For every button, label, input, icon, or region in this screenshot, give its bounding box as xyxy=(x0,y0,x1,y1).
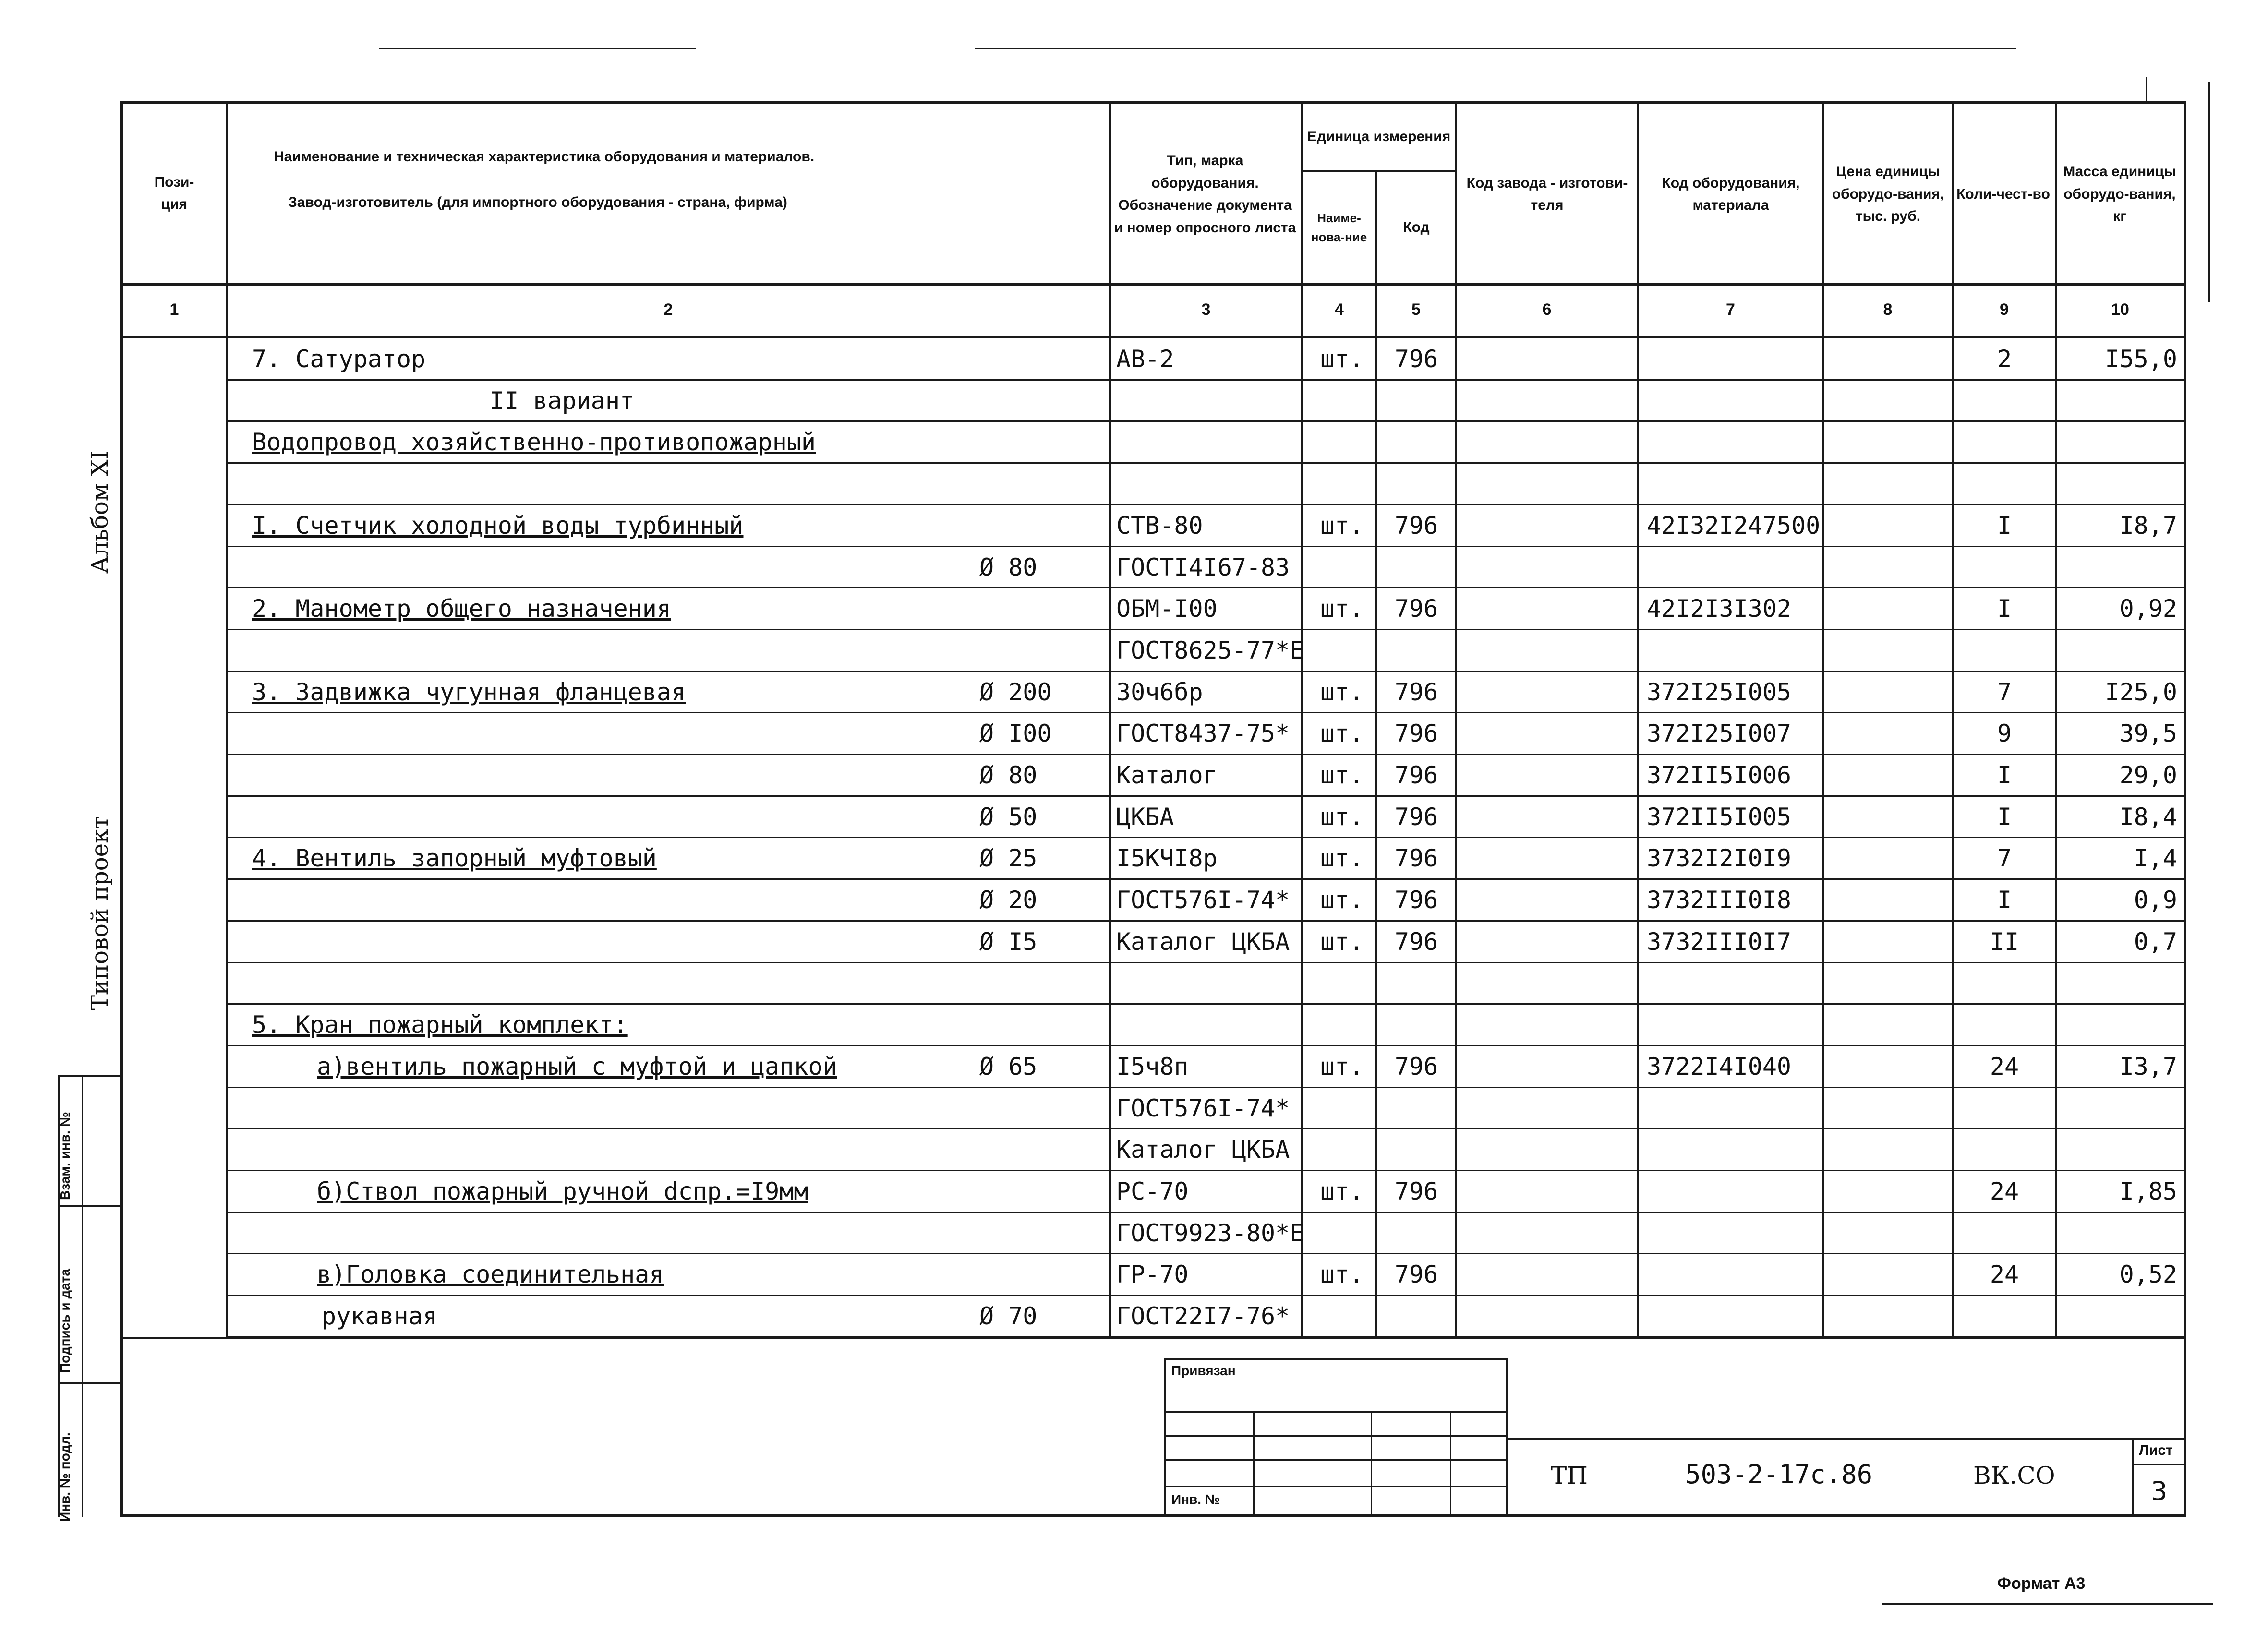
row-material-code xyxy=(1647,1254,1829,1295)
row-mass: I,4 xyxy=(2134,844,2177,873)
row-material-code xyxy=(1647,463,1829,504)
row-unit-code xyxy=(1380,421,1452,463)
row-quantity xyxy=(1949,1296,2060,1337)
table-row xyxy=(0,921,2268,962)
row-type: ГОСТ9923-80*Е xyxy=(1116,1219,1304,1247)
row-unit: шт. xyxy=(1320,1052,1364,1080)
row-unit-code: 796 xyxy=(1394,345,1438,373)
row-diameter: Ø 25 xyxy=(979,844,1037,873)
row-type: ГОСТ8625-77*Е xyxy=(1116,636,1304,664)
row-type xyxy=(1116,963,1299,1004)
row-unit-code xyxy=(1380,1129,1452,1170)
header-name-line2: Завод-изготовитель (для импортного оборудования - страна, фирма) xyxy=(288,194,787,210)
row-type: Каталог ЦКБА xyxy=(1116,927,1290,956)
row-material-code xyxy=(1647,1171,1829,1212)
column-number: 4 xyxy=(1335,300,1344,319)
table-row xyxy=(0,630,2268,671)
row-type: ГР-70 xyxy=(1116,1260,1189,1289)
row-name: рукавная xyxy=(322,1302,437,1331)
sheet-code: ВК.СО xyxy=(1973,1462,2055,1489)
table-row xyxy=(0,796,2268,838)
row-quantity: 24 xyxy=(1990,1052,2019,1080)
row-type: АВ-2 xyxy=(1116,345,1174,373)
table-row xyxy=(0,505,2268,546)
row-material-code xyxy=(1647,338,1829,380)
row-unit-code: 796 xyxy=(1394,927,1438,956)
row-material-code: 372I25I007 xyxy=(1647,720,1792,748)
row-quantity xyxy=(1949,1129,2060,1170)
row-material-code: 3722I4I040 xyxy=(1647,1052,1792,1080)
inv-original-label: Инв. № подл. xyxy=(58,1432,72,1522)
header-name-line1: Наименование и техническая характеристика оборудования и материалов. xyxy=(274,149,815,165)
row-unit-code: 796 xyxy=(1394,803,1438,831)
row-quantity: I xyxy=(1997,803,2012,831)
row-material-code xyxy=(1647,1088,1829,1129)
header-material-code: Код оборудования, материала xyxy=(1662,175,1800,213)
row-mass: 29,0 xyxy=(2119,761,2177,789)
row-quantity xyxy=(1949,963,2060,1004)
row-unit-code: 796 xyxy=(1394,761,1438,789)
sheet-number: 3 xyxy=(2151,1476,2168,1506)
row-mass: 0,7 xyxy=(2134,927,2177,956)
row-type: ОБМ-I00 xyxy=(1116,595,1218,623)
row-quantity xyxy=(1949,1212,2060,1254)
header-quantity: Коли-чест-во xyxy=(1956,186,2050,202)
row-quantity: I xyxy=(1997,761,2012,789)
row-quantity: I xyxy=(1997,595,2012,623)
row-type: ГОСТ8437-75* xyxy=(1116,720,1290,748)
row-material-code: 372II5I005 xyxy=(1647,803,1792,831)
row-quantity: 2 xyxy=(1997,345,2012,373)
row-type: ЦКБА xyxy=(1116,803,1174,831)
row-type xyxy=(1116,1004,1299,1045)
header-position: Пози- ция xyxy=(154,174,194,212)
row-unit-code: 796 xyxy=(1394,595,1438,623)
row-name: 2. Манометр общего назначения xyxy=(252,595,671,623)
table-row xyxy=(0,672,2268,713)
table-row xyxy=(0,713,2268,754)
header-price: Цена единицы оборудо-вания, тыс. руб. xyxy=(1832,164,1944,225)
row-quantity xyxy=(1949,380,2060,421)
row-unit-code: 796 xyxy=(1394,1177,1438,1205)
row-name: 3. Задвижка чугунная фланцевая xyxy=(252,678,686,706)
header-mass: Масса единицы оборудо-вания, кг xyxy=(2063,164,2176,225)
row-unit: шт. xyxy=(1320,844,1364,873)
column-number: 5 xyxy=(1411,300,1421,319)
column-number: 3 xyxy=(1201,300,1211,319)
row-material-code xyxy=(1647,1212,1829,1254)
row-unit: шт. xyxy=(1320,678,1364,706)
row-diameter: Ø 70 xyxy=(979,1302,1037,1331)
row-type xyxy=(1116,380,1299,421)
column-number: 6 xyxy=(1542,300,1552,319)
row-name: 5. Кран пожарный комплект: xyxy=(252,1011,628,1039)
row-diameter: Ø 200 xyxy=(979,678,1052,706)
row-type: ГОСТ576I-74* xyxy=(1116,1094,1290,1122)
row-unit-code xyxy=(1380,463,1452,504)
row-mass xyxy=(2060,1296,2177,1337)
row-quantity: 7 xyxy=(1997,678,2012,706)
row-mass: I8,7 xyxy=(2119,511,2177,540)
row-material-code: 3732III0I7 xyxy=(1647,927,1792,956)
row-name: а)вентиль пожарный с муфтой и цапкой xyxy=(317,1052,837,1080)
row-material-code xyxy=(1647,963,1829,1004)
header-unit-group: Единица измерения xyxy=(1307,128,1451,144)
table-row xyxy=(0,1171,2268,1212)
row-unit: шт. xyxy=(1320,1177,1364,1205)
row-quantity: I xyxy=(1997,886,2012,914)
row-mass: I25,0 xyxy=(2105,678,2177,706)
row-unit-code xyxy=(1380,380,1452,421)
row-type: Каталог ЦКБА xyxy=(1116,1136,1290,1164)
row-type: I5ч8п xyxy=(1116,1052,1189,1080)
row-mass xyxy=(2060,1212,2177,1254)
row-diameter: Ø I5 xyxy=(979,927,1037,956)
row-diameter: Ø 80 xyxy=(979,553,1037,581)
row-mass: I3,7 xyxy=(2119,1052,2177,1080)
column-number: 9 xyxy=(2000,300,2009,319)
table-row xyxy=(0,755,2268,796)
row-name: Водопровод хозяйственно-противопожарный xyxy=(252,428,816,456)
row-type xyxy=(1116,421,1299,463)
row-unit xyxy=(1308,463,1375,504)
row-mass xyxy=(2060,463,2177,504)
project-label: Типовой проект xyxy=(86,816,113,1010)
row-material-code xyxy=(1647,1004,1829,1045)
row-unit xyxy=(1308,1212,1375,1254)
table-row xyxy=(0,1088,2268,1129)
row-unit-code xyxy=(1380,963,1452,1004)
row-mass xyxy=(2060,1004,2177,1045)
row-mass: I8,4 xyxy=(2119,803,2177,831)
row-unit-code xyxy=(1380,1088,1452,1129)
row-type: I5КЧI8р xyxy=(1116,844,1218,873)
row-unit: шт. xyxy=(1320,345,1364,373)
row-type: ГОСТ22I7-76* xyxy=(1116,1302,1290,1331)
row-unit: шт. xyxy=(1320,1260,1364,1289)
row-quantity: 9 xyxy=(1997,720,2012,748)
row-type: РС-70 xyxy=(1116,1177,1189,1205)
row-mass: 0,9 xyxy=(2134,886,2177,914)
row-type: 30ч6бр xyxy=(1116,678,1203,706)
table-row xyxy=(0,380,2268,421)
row-quantity xyxy=(1949,1004,2060,1045)
table-row xyxy=(0,588,2268,629)
row-diameter: Ø I00 xyxy=(979,720,1052,748)
row-unit-code xyxy=(1380,1296,1452,1337)
table-row xyxy=(0,1004,2268,1045)
row-unit: шт. xyxy=(1320,720,1364,748)
row-mass xyxy=(2060,1088,2177,1129)
table-row xyxy=(0,838,2268,879)
table-row xyxy=(0,338,2268,380)
row-type: ГОСТI4I67-83 xyxy=(1116,553,1290,581)
row-unit xyxy=(1308,1129,1375,1170)
sheet-label: Лист xyxy=(2139,1442,2173,1458)
row-diameter: Ø 50 xyxy=(979,803,1037,831)
table-row xyxy=(0,547,2268,588)
row-name: 7. Сатуратор xyxy=(252,345,426,373)
row-name: II вариант xyxy=(490,386,635,415)
inv-change-label: Взам. инв. № xyxy=(58,1112,72,1200)
row-material-code xyxy=(1647,630,1829,671)
row-unit-code: 796 xyxy=(1394,1052,1438,1080)
row-unit xyxy=(1308,380,1375,421)
row-material-code: 3732III0I8 xyxy=(1647,886,1792,914)
row-unit xyxy=(1308,421,1375,463)
row-unit: шт. xyxy=(1320,511,1364,540)
row-material-code: 42I32I247500 xyxy=(1647,511,1821,540)
tp-label: ТП xyxy=(1551,1462,1588,1489)
album-label: Альбом XI xyxy=(86,450,113,574)
row-type xyxy=(1116,463,1299,504)
row-mass xyxy=(2060,380,2177,421)
row-unit: шт. xyxy=(1320,927,1364,956)
row-unit xyxy=(1308,547,1375,588)
row-unit: шт. xyxy=(1320,761,1364,789)
table-row xyxy=(0,1046,2268,1087)
row-diameter: Ø 20 xyxy=(979,886,1037,914)
row-unit-code: 796 xyxy=(1394,720,1438,748)
column-number: 7 xyxy=(1726,300,1735,319)
header-plant-code: Код завода - изготови-теля xyxy=(1466,175,1628,213)
inv-no-label: Инв. № xyxy=(1171,1492,1220,1507)
row-unit-code: 796 xyxy=(1394,678,1438,706)
row-material-code: 372I25I005 xyxy=(1647,678,1792,706)
table-row xyxy=(0,421,2268,463)
row-material-code xyxy=(1647,421,1829,463)
row-name: в)Головка соединительная xyxy=(317,1260,664,1289)
table-row xyxy=(0,1129,2268,1170)
row-mass: 0,52 xyxy=(2119,1260,2177,1289)
row-unit-code xyxy=(1380,1212,1452,1254)
row-material-code xyxy=(1647,1296,1829,1337)
row-quantity: I xyxy=(1997,511,2012,540)
table-row xyxy=(0,463,2268,504)
row-material-code xyxy=(1647,1129,1829,1170)
column-number: 8 xyxy=(1883,300,1893,319)
column-number: 2 xyxy=(664,300,673,319)
row-quantity: 24 xyxy=(1990,1177,2019,1205)
column-number: 1 xyxy=(169,300,179,319)
row-quantity xyxy=(1949,547,2060,588)
row-unit: шт. xyxy=(1320,886,1364,914)
row-mass xyxy=(2060,963,2177,1004)
row-quantity xyxy=(1949,630,2060,671)
row-unit xyxy=(1308,963,1375,1004)
row-unit-code: 796 xyxy=(1394,1260,1438,1289)
row-quantity xyxy=(1949,1088,2060,1129)
table-row xyxy=(0,1212,2268,1254)
row-material-code xyxy=(1647,380,1829,421)
row-unit-code xyxy=(1380,547,1452,588)
row-mass: I,85 xyxy=(2119,1177,2177,1205)
row-unit-code: 796 xyxy=(1394,844,1438,873)
document-code: 503-2-17с.86 xyxy=(1685,1459,1873,1489)
row-diameter: Ø 80 xyxy=(979,761,1037,789)
row-unit: шт. xyxy=(1320,595,1364,623)
row-name: 4. Вентиль запорный муфтовый xyxy=(252,844,657,873)
row-type: СТВ-80 xyxy=(1116,511,1203,540)
format-label: Формат А3 xyxy=(1997,1574,2086,1593)
row-quantity: II xyxy=(1990,927,2019,956)
row-quantity: 7 xyxy=(1997,844,2012,873)
row-type: ГОСТ576I-74* xyxy=(1116,886,1290,914)
row-mass: 0,92 xyxy=(2119,595,2177,623)
table-row xyxy=(0,1254,2268,1295)
column-number: 10 xyxy=(2111,300,2129,319)
table-row xyxy=(0,879,2268,921)
row-quantity xyxy=(1949,421,2060,463)
row-mass: I55,0 xyxy=(2105,345,2177,373)
row-unit xyxy=(1308,630,1375,671)
row-quantity: 24 xyxy=(1990,1260,2019,1289)
row-mass: 39,5 xyxy=(2119,720,2177,748)
row-material-code: 3732I2I0I9 xyxy=(1647,844,1792,873)
table-row xyxy=(0,963,2268,1004)
row-unit-code: 796 xyxy=(1394,511,1438,540)
table-row xyxy=(0,1296,2268,1337)
row-unit-code xyxy=(1380,1004,1452,1045)
row-material-code xyxy=(1647,547,1829,588)
row-unit-code: 796 xyxy=(1394,886,1438,914)
tied-label: Привязан xyxy=(1171,1363,1236,1378)
row-unit: шт. xyxy=(1320,803,1364,831)
row-material-code: 372II5I006 xyxy=(1647,761,1792,789)
header-type: Тип, марка оборудования. Обозначение документа и номер опросного листа xyxy=(1114,153,1296,236)
row-diameter: Ø 65 xyxy=(979,1052,1037,1080)
row-type: Каталог xyxy=(1116,761,1218,789)
header-unit-name: Наиме-нова-ние xyxy=(1311,210,1367,244)
row-unit-code xyxy=(1380,630,1452,671)
row-name: б)Ствол пожарный ручной dспр.=I9мм xyxy=(317,1177,808,1205)
header-unit-code: Код xyxy=(1403,219,1430,235)
row-unit xyxy=(1308,1296,1375,1337)
row-mass xyxy=(2060,421,2177,463)
row-mass xyxy=(2060,1129,2177,1170)
row-mass xyxy=(2060,630,2177,671)
row-material-code: 42I2I3I302 xyxy=(1647,595,1792,623)
row-quantity xyxy=(1949,463,2060,504)
row-name: I. Счетчик холодной воды турбинный xyxy=(252,511,744,540)
row-unit xyxy=(1308,1004,1375,1045)
row-mass xyxy=(2060,547,2177,588)
row-unit xyxy=(1308,1088,1375,1129)
signature-date-label: Подпись и дата xyxy=(58,1269,72,1373)
